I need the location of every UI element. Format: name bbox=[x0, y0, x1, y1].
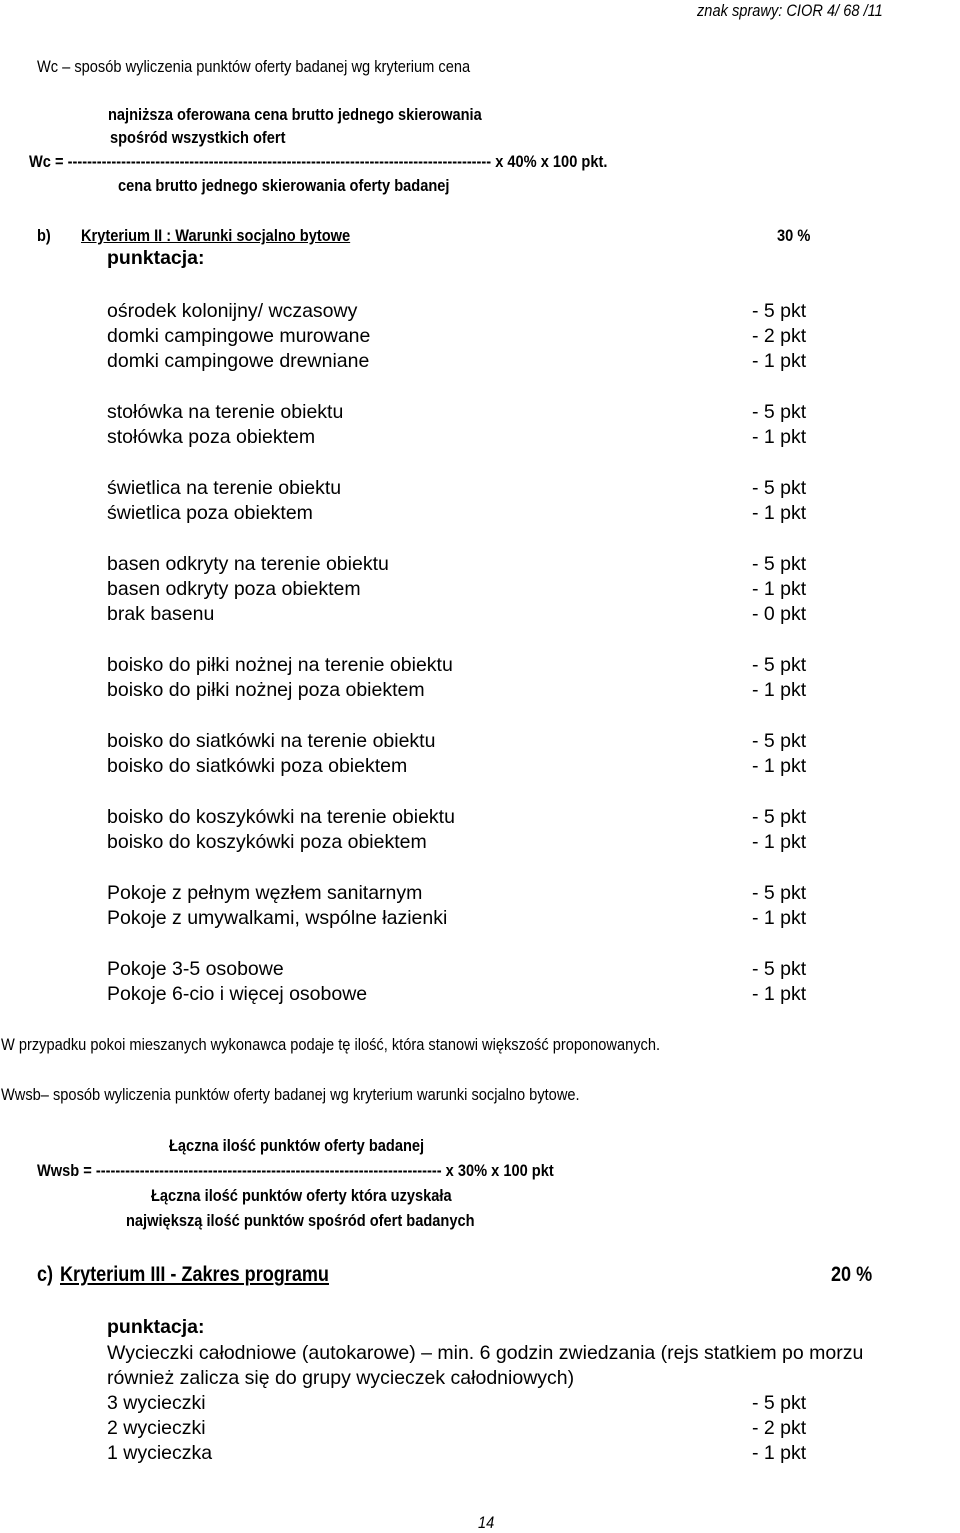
case-number: znak sprawy: CIOR 4/ 68 /11 bbox=[697, 1, 883, 20]
scoring-item-label: świetlica na terenie obiektu bbox=[107, 477, 342, 499]
scoring-item-label: ośrodek kolonijny/ wczasowy bbox=[107, 300, 358, 322]
scoring-item-points: - 1 pkt bbox=[752, 831, 807, 853]
wwsb-intro: Wwsb– sposób wyliczenia punktów oferty badanej wg kryterium warunki socjalno bytowe. bbox=[1, 1085, 580, 1104]
scoring-item-label: boisko do piłki nożnej na terenie obiektu bbox=[107, 654, 453, 676]
scoring-item-label: boisko do koszykówki na terenie obiektu bbox=[107, 806, 455, 828]
scoring-item-label: 2 wycieczki bbox=[107, 1417, 206, 1439]
wwsb-numerator: Łączna ilość punktów oferty badanej bbox=[169, 1136, 425, 1155]
scoring-item-points: - 1 pkt bbox=[752, 502, 807, 524]
scoring-item-points: - 1 pkt bbox=[752, 983, 807, 1005]
scoring-item-points: - 5 pkt bbox=[752, 654, 807, 676]
scoring-item-points: - 5 pkt bbox=[752, 730, 807, 752]
scoring-item-points: - 1 pkt bbox=[752, 426, 807, 448]
criterion-c-description-line-1: Wycieczki całodniowe (autokarowe) – min. 6 godzin zwiedzania (rejs statkiem po morzu bbox=[107, 1342, 864, 1364]
scoring-item-points: - 5 pkt bbox=[752, 806, 807, 828]
scoring-item-label: domki campingowe drewniane bbox=[107, 350, 370, 372]
wc-formula: Wc = --------------------------------------------------------------------------------------- x 40% x 100 pkt. bbox=[29, 152, 608, 171]
scoring-item-points: - 5 pkt bbox=[752, 300, 807, 322]
wc-denominator: cena brutto jednego skierowania oferty badanej bbox=[118, 176, 450, 195]
scoring-item-points: - 1 pkt bbox=[752, 578, 807, 600]
wwsb-denominator-line-1: Łączna ilość punktów oferty która uzyskała bbox=[151, 1186, 452, 1205]
criterion-c-title: Kryterium III - Zakres programu bbox=[60, 1263, 329, 1286]
scoring-item-label: boisko do siatkówki poza obiektem bbox=[107, 755, 408, 777]
scoring-item-label: 3 wycieczki bbox=[107, 1392, 206, 1414]
criterion-c-weight: 20 % bbox=[831, 1263, 873, 1286]
mixed-rooms-note: W przypadku pokoi mieszanych wykonawca podaje tę ilość, która stanowi większość proponowanych. bbox=[1, 1035, 661, 1054]
scoring-item-label: 1 wycieczka bbox=[107, 1442, 213, 1464]
scoring-item-points: - 5 pkt bbox=[752, 882, 807, 904]
wc-numerator-line-1: najniższa oferowana cena brutto jednego skierowania bbox=[108, 105, 482, 124]
page-number: 14 bbox=[478, 1513, 495, 1532]
scoring-item-points: - 5 pkt bbox=[752, 553, 807, 575]
scoring-item-label: stołówka poza obiektem bbox=[107, 426, 316, 448]
wc-numerator-line-2: spośród wszystkich ofert bbox=[110, 128, 286, 147]
criterion-b-title: Kryterium II : Warunki socjalno bytowe bbox=[81, 226, 351, 245]
scoring-item-label: stołówka na terenie obiektu bbox=[107, 401, 344, 423]
criterion-b-weight: 30 % bbox=[777, 226, 811, 245]
scoring-item-points: - 5 pkt bbox=[752, 477, 807, 499]
scoring-item-points: - 1 pkt bbox=[752, 1442, 807, 1464]
scoring-item-label: brak basenu bbox=[107, 603, 215, 625]
wwsb-formula: Wwsb = ----------------------------------------------------------------------- x 30% x 100 pkt bbox=[37, 1161, 554, 1180]
scoring-item-label: Pokoje z umywalkami, wspólne łazienki bbox=[107, 907, 448, 929]
scoring-item-label: Pokoje z pełnym węzłem sanitarnym bbox=[107, 882, 423, 904]
criterion-c-description-line-2: również zalicza się do grupy wycieczek całodniowych) bbox=[107, 1367, 575, 1389]
scoring-item-label: domki campingowe murowane bbox=[107, 325, 371, 347]
scoring-item-points: - 1 pkt bbox=[752, 350, 807, 372]
scoring-item-points: - 5 pkt bbox=[752, 1392, 807, 1414]
scoring-item-points: - 1 pkt bbox=[752, 907, 807, 929]
criterion-b-scoring-label: punktacja: bbox=[107, 247, 205, 269]
scoring-item-points: - 5 pkt bbox=[752, 401, 807, 423]
scoring-item-label: boisko do koszykówki poza obiektem bbox=[107, 831, 427, 853]
scoring-item-label: basen odkryty na terenie obiektu bbox=[107, 553, 389, 575]
scoring-item-label: Pokoje 3-5 osobowe bbox=[107, 958, 284, 980]
wc-intro: Wc – sposób wyliczenia punktów oferty badanej wg kryterium cena bbox=[37, 57, 471, 76]
scoring-item-label: boisko do siatkówki na terenie obiektu bbox=[107, 730, 436, 752]
criterion-c-scoring-label: punktacja: bbox=[107, 1316, 205, 1338]
scoring-item-points: - 1 pkt bbox=[752, 755, 807, 777]
scoring-item-points: - 5 pkt bbox=[752, 958, 807, 980]
criterion-c-letter: c) bbox=[37, 1263, 54, 1286]
wwsb-denominator-line-2: największą ilość punktów spośród ofert badanych bbox=[126, 1211, 475, 1230]
scoring-item-label: boisko do piłki nożnej poza obiektem bbox=[107, 679, 425, 701]
scoring-item-points: - 2 pkt bbox=[752, 325, 807, 347]
scoring-item-points: - 1 pkt bbox=[752, 679, 807, 701]
scoring-item-points: - 2 pkt bbox=[752, 1417, 807, 1439]
scoring-item-label: basen odkryty poza obiektem bbox=[107, 578, 361, 600]
criterion-b-letter: b) bbox=[37, 226, 51, 245]
scoring-item-label: Pokoje 6-cio i więcej osobowe bbox=[107, 983, 368, 1005]
scoring-item-label: świetlica poza obiektem bbox=[107, 502, 313, 524]
scoring-item-points: - 0 pkt bbox=[752, 603, 807, 625]
